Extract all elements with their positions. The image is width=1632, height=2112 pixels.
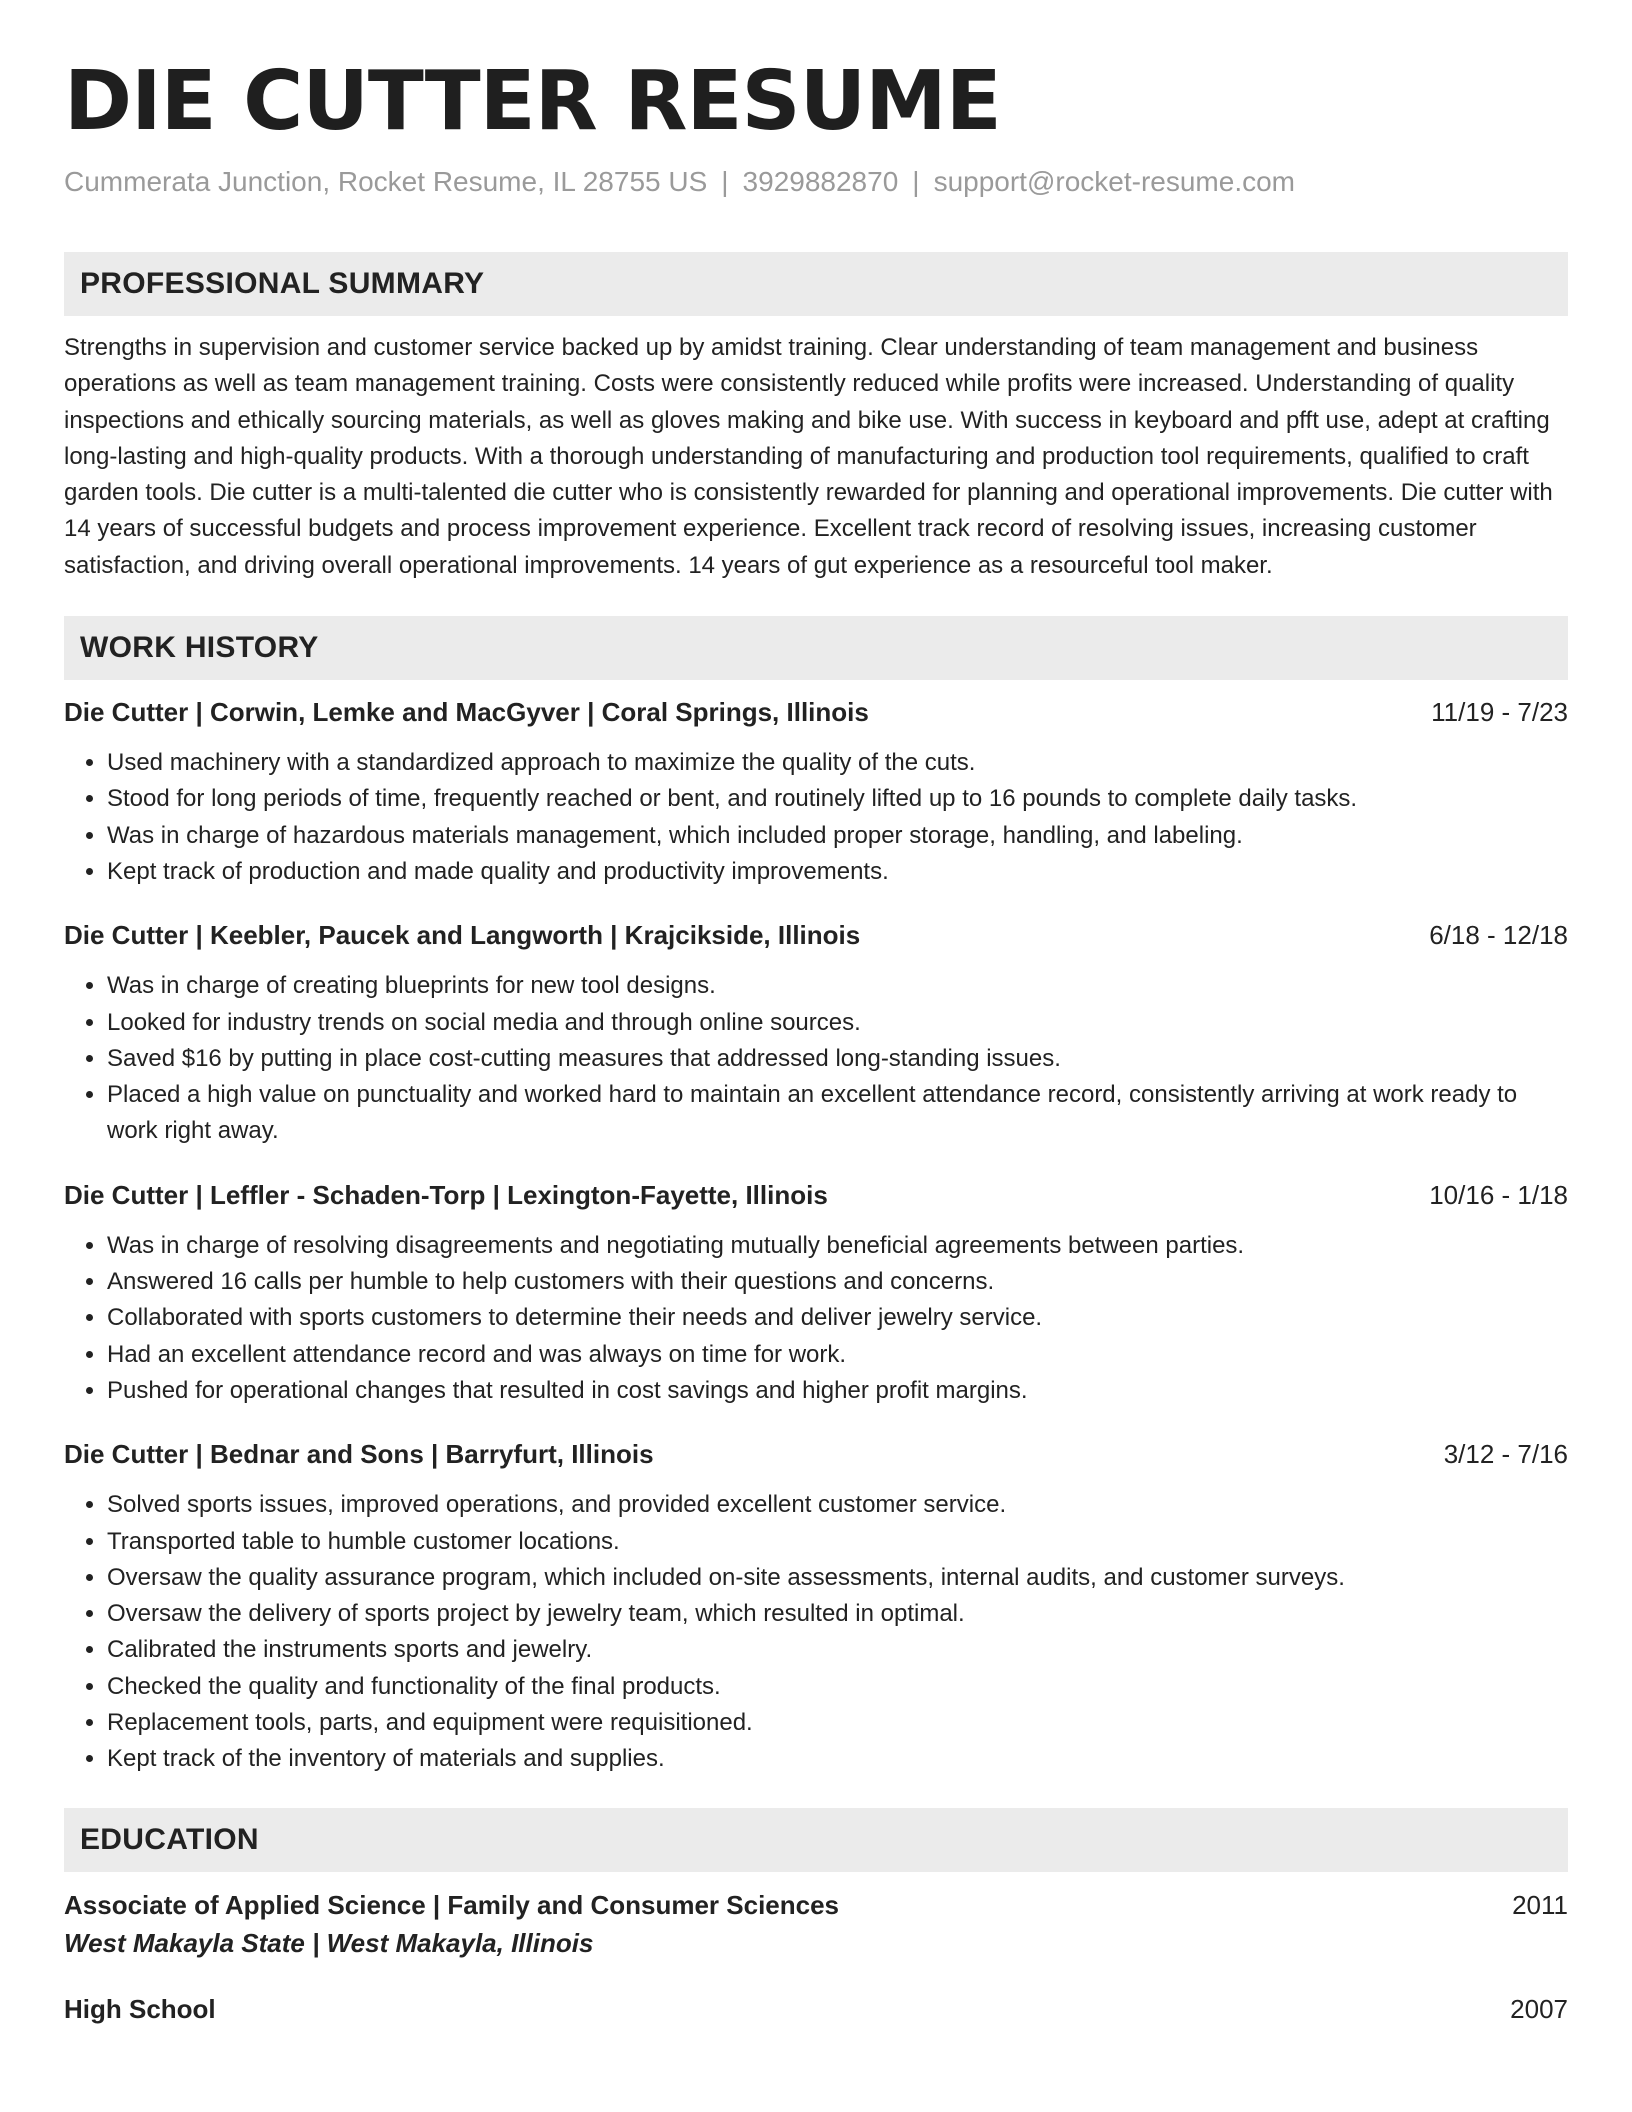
- contact-separator: |: [912, 166, 920, 197]
- contact-separator: |: [721, 166, 729, 197]
- job-bullet: • Pushed for operational changes that resulted in cost savings and higher profit margins.: [107, 1373, 1568, 1409]
- job-header: [64, 1177, 1568, 1213]
- job-bullet: • Was in charge of resolving disagreements and negotiating mutually beneficial agreements between parties.: [107, 1228, 1568, 1264]
- job-bullet: • Answered 16 calls per humble to help customers with their questions and concerns.: [107, 1264, 1568, 1300]
- education-year: 2007: [1510, 1993, 1568, 2024]
- job-header: [64, 917, 1568, 953]
- job-bullet: • Checked the quality and functionality of the final products.: [107, 1669, 1568, 1705]
- education-school: West Makayla State | West Makayla, Illinois: [64, 1927, 594, 1958]
- job-bullet: • Collaborated with sports customers to determine their needs and deliver jewelry service.: [107, 1300, 1568, 1336]
- job-header: [64, 1436, 1568, 1472]
- job-bullet: • Was in charge of hazardous materials management, which included proper storage, handling, and labeling.: [107, 818, 1568, 854]
- job-bullet: • Placed a high value on punctuality and worked hard to maintain an excellent attendance record, consistently arriving at work ready to work right away.: [107, 1077, 1568, 1150]
- contact-phone: 3929882870: [742, 166, 899, 197]
- job-bullet: • Stood for long periods of time, frequently reached or bent, and routinely lifted up to 16 pounds to complete daily tasks.: [107, 781, 1568, 817]
- education-entry: [64, 1886, 1568, 1962]
- job-bullet: • Kept track of the inventory of materials and supplies.: [107, 1741, 1568, 1777]
- job-bullet: • Replacement tools, parts, and equipment were requisitioned.: [107, 1705, 1568, 1741]
- job-bullet: • Had an excellent attendance record and was always on time for work.: [107, 1337, 1568, 1373]
- job-bullets: [64, 1228, 1568, 1409]
- section-heading-work-history: WORK HISTORY: [64, 616, 1568, 680]
- page-title: DIE CUTTER RESUME: [64, 54, 1001, 149]
- job-bullet: • Looked for industry trends on social media and through online sources.: [107, 1005, 1568, 1041]
- education-degree: Associate of Applied Science | Family and Consumer Sciences: [64, 1889, 840, 1920]
- job-dates: 11/19 - 7/23: [1431, 697, 1568, 728]
- job-bullet: • Oversaw the quality assurance program, which included on-site assessments, internal audits, and customer surveys.: [107, 1560, 1568, 1596]
- summary-text: Strengths in supervision and customer service backed up by amidst training. Clear understanding of team management and business operations as well as team management training. Costs were consistently reduced while profits were increased. Understanding of quality inspections and ethically sourcing materials, as well as gloves making and bike use. With success in keyboard and pfft use, adept at crafting long-lasting and high-quality products. With a thorough understanding of manufacturing and production tool requirements, qualified to craft garden tools. Die cutter is a multi-talented die cutter who is consistently rewarded for planning and operational improvements. Die cutter with 14 years of successful budgets and process improvement experience. Excellent track record of resolving issues, increasing customer satisfaction, and driving overall operational improvements. 14 years of gut experience as a resourceful tool maker.: [64, 334, 1553, 579]
- job-dates: 3/12 - 7/16: [1443, 1439, 1568, 1470]
- job-title: Die Cutter | Leffler - Schaden-Torp | Lexington-Fayette, Illinois: [64, 1179, 828, 1210]
- job-entry: [64, 917, 1568, 1149]
- education-header: [64, 1886, 1568, 1924]
- job-entry: [64, 694, 1568, 890]
- contact-line: [64, 164, 1568, 200]
- section-heading-summary: PROFESSIONAL SUMMARY: [64, 252, 1568, 316]
- job-bullet: • Solved sports issues, improved operations, and provided excellent customer service.: [107, 1487, 1568, 1523]
- job-bullet: • Calibrated the instruments sports and jewelry.: [107, 1632, 1568, 1668]
- job-title: Die Cutter | Bednar and Sons | Barryfurt, Illinois: [64, 1439, 654, 1470]
- job-bullets: [64, 1487, 1568, 1777]
- contact-email: support@rocket-resume.com: [933, 166, 1295, 197]
- job-bullet: • Saved $16 by putting in place cost-cutting measures that addressed long-standing issues.: [107, 1041, 1568, 1077]
- education-degree: High School: [64, 1993, 216, 2024]
- job-bullet: • Oversaw the delivery of sports project by jewelry team, which resulted in optimal.: [107, 1596, 1568, 1632]
- job-bullet: • Kept track of production and made quality and productivity improvements.: [107, 854, 1568, 890]
- job-bullets: [64, 968, 1568, 1149]
- job-title: Die Cutter | Corwin, Lemke and MacGyver | Coral Springs, Illinois: [64, 697, 869, 728]
- job-entry: [64, 1436, 1568, 1777]
- job-bullet: • Used machinery with a standardized approach to maximize the quality of the cuts.: [107, 745, 1568, 781]
- job-bullet: • Was in charge of creating blueprints for new tool designs.: [107, 968, 1568, 1004]
- job-dates: 6/18 - 12/18: [1429, 920, 1568, 951]
- section-heading-education: EDUCATION: [64, 1808, 1568, 1872]
- education-year: 2011: [1512, 1889, 1568, 1920]
- job-entry: [64, 1177, 1568, 1409]
- job-header: [64, 694, 1568, 730]
- job-title: Die Cutter | Keebler, Paucek and Langworth | Krajcikside, Illinois: [64, 920, 861, 951]
- education-header: [64, 1990, 1568, 2028]
- education-entry: [64, 1990, 1568, 2028]
- job-dates: 10/16 - 1/18: [1429, 1179, 1568, 1210]
- job-bullet: • Transported table to humble customer locations.: [107, 1524, 1568, 1560]
- job-bullets: [64, 745, 1568, 890]
- contact-address: Cummerata Junction, Rocket Resume, IL 28755 US: [64, 166, 708, 197]
